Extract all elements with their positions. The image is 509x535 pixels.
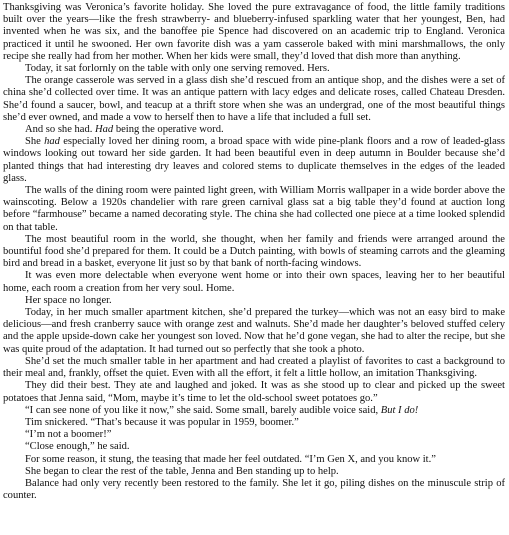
paragraph-text: She — [25, 136, 45, 148]
paragraph: Balance had only very recently been restored to the family. She let it go, piling dishes on the minuscule strip of counter. — [3, 477, 505, 502]
emphasis-text: Had — [95, 124, 114, 136]
paragraph: The most beautiful room in the world, she thought, when her family and friends were arranged around the bountiful food she’d prepared for them. It could be a Dutch painting, with bowls of steaming carrots and the gleaming bird and bread in a basket, everyone lit just so by that bank of north-facing windows. — [3, 233, 505, 270]
paragraph-text: “I can see none of you like it now,” she said. Some small, barely audible voice said, — [25, 404, 381, 416]
paragraph-text: being the operative word. — [113, 124, 224, 136]
document-page — [3, 2, 505, 502]
paragraph-text: especially loved her dining room, a broad space with wide pine-plank floors and a row of leaded-glass windows looking out toward her side garden. It had been beautiful even in deep autumn in Boulder because she’d planted things that had interesting dry leaves and colored stems to duplicate themselves in the edges of the leaded glass. — [3, 136, 505, 184]
emphasis-text: had — [44, 136, 60, 148]
paragraph: They did their best. They ate and laughed and joked. It was as she stood up to clear and picked up the sweet potatoes that Jenna said, “Mom, maybe it’s time to let the old-school sweet potatoes go.” — [3, 380, 505, 404]
paragraph: She began to clear the rest of the table, Jenna and Ben standing up to help. — [25, 465, 339, 477]
paragraph: For some reason, it stung, the teasing that made her feel outdated. “I’m Gen X, and you know it.” — [25, 453, 436, 465]
paragraph: It was even more delectable when everyone went home or into their own spaces, leaving her to her beautiful home, each room a creation from her very soul. Home. — [3, 270, 505, 294]
paragraph: Today, it sat forlornly on the table with only one serving removed. Hers. — [25, 63, 330, 75]
paragraph — [3, 136, 505, 185]
paragraph-text: And so she had. — [25, 124, 96, 136]
paragraph: Today, in her much smaller apartment kitchen, she’d prepared the turkey—which was not an easy bird to make delicious—and fresh cranberry sauce with orange zest and walnuts. She’d made her daughter’s beloved stuffed celery and the apple upside-down cake her youngest son loved. Now that he’d gone vegan, she had to alter the recipe, but she was quite proud of the adaptation. It had turned out so perfectly that she took a photo. — [3, 307, 505, 355]
paragraph: Her space no longer. — [25, 294, 112, 306]
paragraph — [3, 124, 505, 136]
paragraph: “I’m not a boomer!” — [25, 429, 112, 441]
paragraph: “Close enough,” he said. — [25, 441, 130, 453]
paragraph: The walls of the dining room were painted light green, with William Morris wallpaper in a wide border above the wainscoting. Below a 1920s chandelier with rare green carnival glass sat a big table they’d found at auction long before “farmhouse” became a named decorating style. The china she had collected one piece at a time looked splendid on that table. — [3, 185, 505, 233]
paragraph: She’d set the much smaller table in her apartment and had created a playlist of favorites to cast a background to their meal and, frankly, offset the quiet. Even with all the effort, it felt a little hollow, an imitation Thanksgiving. — [3, 355, 505, 380]
paragraph: Tim snickered. “That’s because it was popular in 1959, boomer.” — [25, 416, 299, 428]
paragraph — [3, 405, 505, 417]
emphasis-text: But I do! — [380, 404, 419, 416]
paragraph: The orange casserole was served in a glass dish she’d rescued from an antique shop, and the dishes were a set of china she’d collected over time. It was an antique pattern with lacy edges and delicate roses, called Chateau Dresden. She’d found a saucer, bowl, and teacup at a thrift store when she was an undergrad, one of the most beautiful things she’d ever owned, and made a vow to herself then to have a life that included a full set. — [3, 75, 505, 123]
paragraph: Thanksgiving was Veronica’s favorite holiday. She loved the pure extravagance of food, the little family traditions built over the years—like the fresh strawberry- and blueberry-infused sparkling water that her youngest, Ben, had invented when he was six, and the banoffee pie Spence had discovered on an academic trip to England. Veronica practiced it until he swooned. Her own favorite dish was a yam casserole baked with mini marshmallows, the only recipe she really had from her mother. When her kids were small, they’d loved that dish more than anything. — [3, 2, 505, 62]
